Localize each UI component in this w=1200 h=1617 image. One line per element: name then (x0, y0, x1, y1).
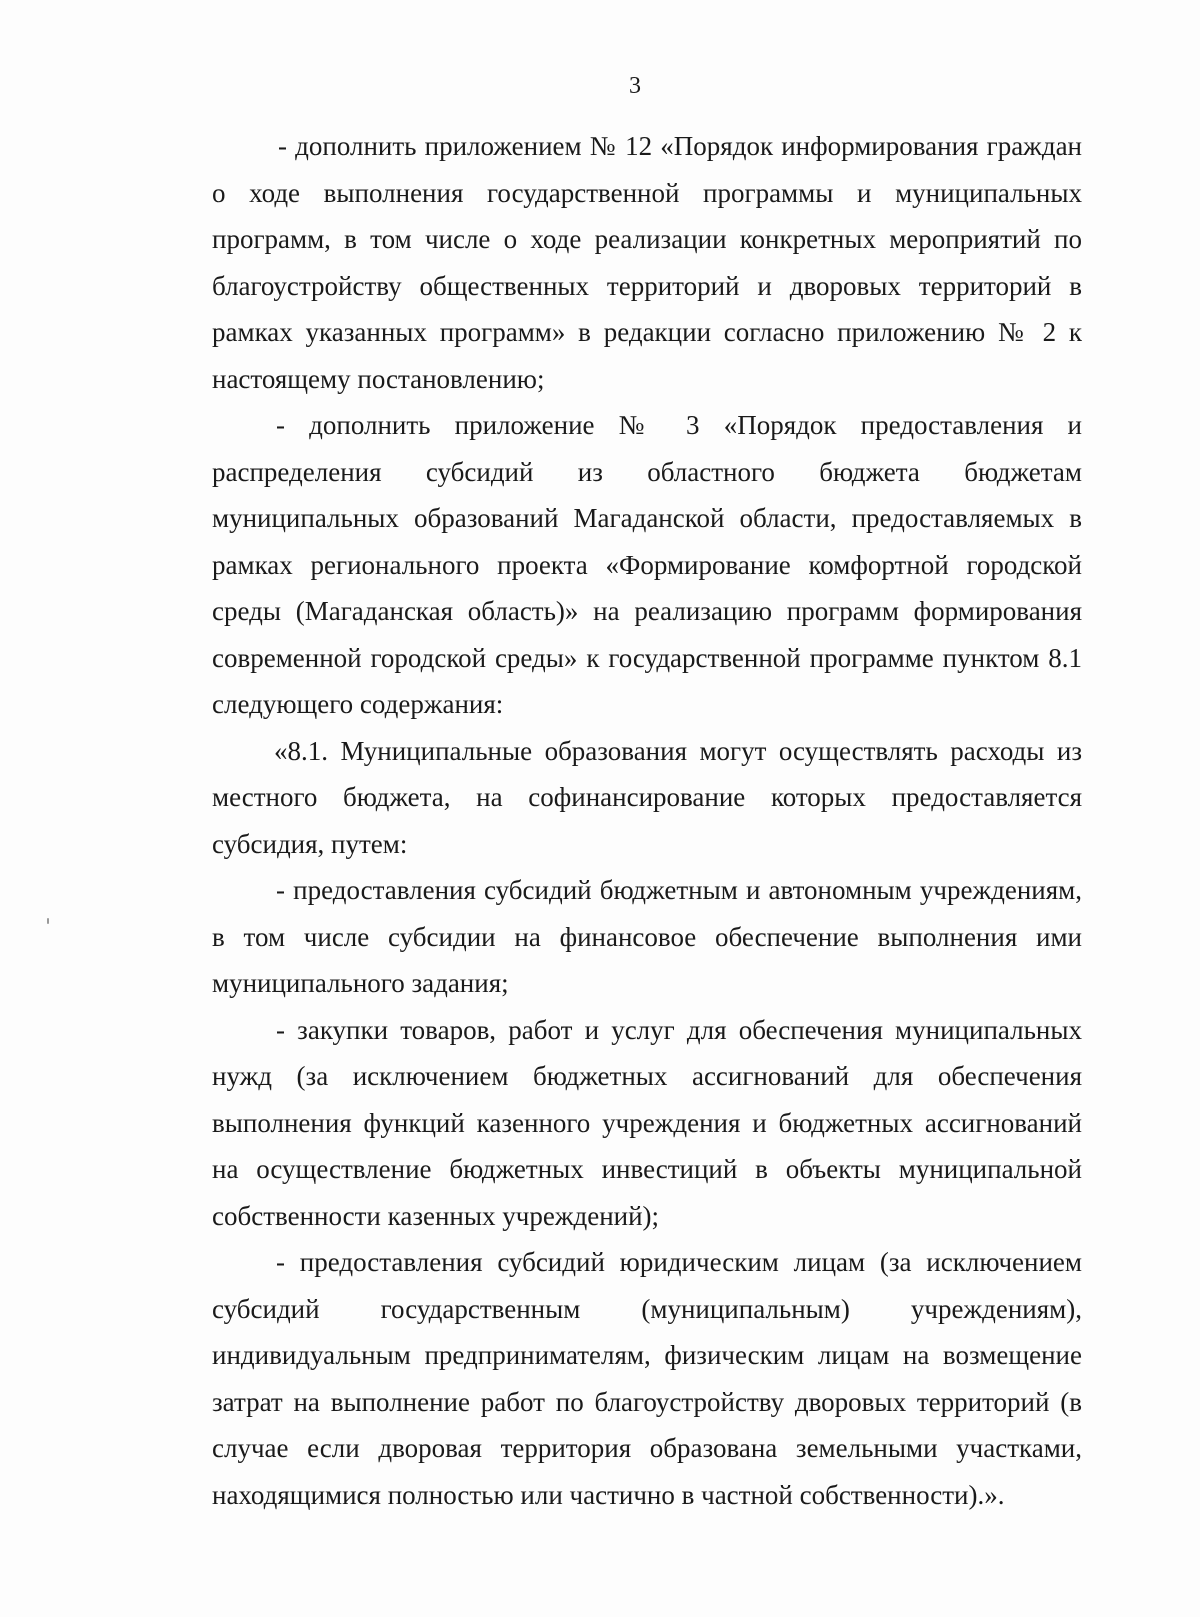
paragraph-appendix-3: - дополнить приложение № 3 «Порядок предоставления и распределения субсидий из областного бюджета бюджетам муниципальных образований Магаданской области, предоставляемых в рамках регионального проекта «Формирование комфортной городской среды (Магаданская область)» на реализацию программ формирования современной городской среды» к государственной программе пунктом 8.1 следующего содержания: (212, 410, 1082, 719)
paragraph-subsidies-legal-entities: - предоставления субсидий юридическим лицам (за исключением субсидий государственным (муниципальным) учреждениям), индивидуальным предпринимателям, физическим лицам на возмещение затрат на выполнение работ по благоустройству дворовых территорий (в случае если дворовая территория образована земельными участками, находящимися полностью или частично в частной собственности).». (212, 1247, 1082, 1510)
scan-artifact (47, 918, 49, 924)
paragraph-appendix-12: - дополнить приложением № 12 «Порядок информирования граждан о ходе выполнения государственной программы и муниципальных программ, в том числе о ходе реализации конкретных мероприятий по благоустройству общественных территорий и дворовых территорий в рамках указанных программ» в редакции согласно приложению № 2 к настоящему постановлению; (212, 131, 1082, 394)
paragraph-clause-8-1: «8.1. Муниципальные образования могут осуществлять расходы из местного бюджета, на софинансирование которых предоставляется субсидия, путем: (212, 735, 1082, 859)
document-body (212, 123, 1082, 1518)
paragraph-subsidies-institutions: - предоставления субсидий бюджетным и автономным учреждениям, в том числе субсидии на финансовое обеспечение выполнения ими муниципального задания; (212, 875, 1082, 998)
page-number: 3 (629, 73, 641, 99)
paragraph-procurement: - закупки товаров, работ и услуг для обеспечения муниципальных нужд (за исключением бюджетных ассигнований для обеспечения выполнения функций казенного учреждения и бюджетных ассигнований на осуществление бюджетных инвестиций в объекты муниципальной собственности казенных учреждений); (212, 1014, 1082, 1231)
